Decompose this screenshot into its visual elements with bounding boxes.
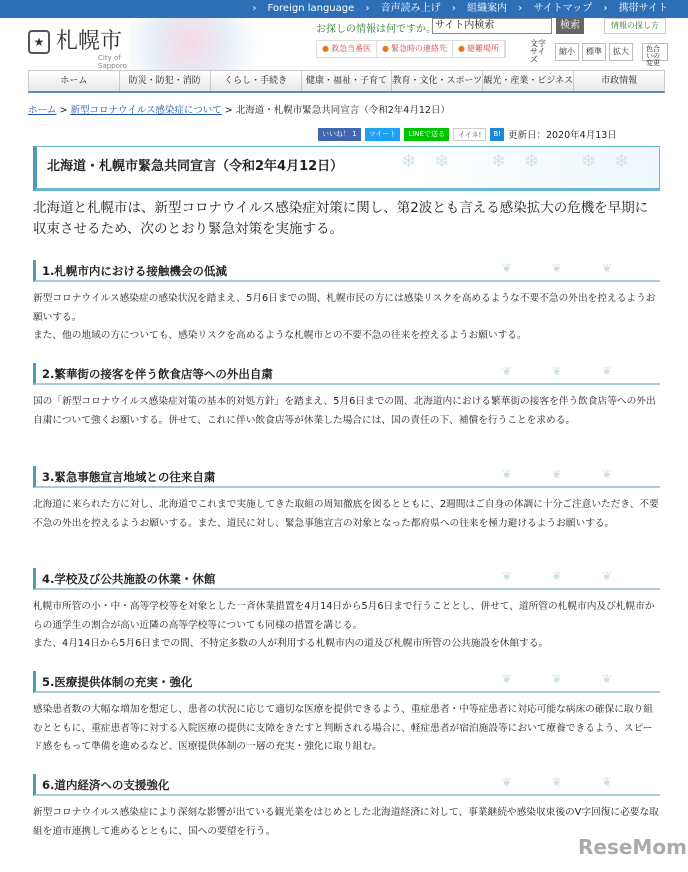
leaf-decoration-icon: ❦❦❦ <box>501 467 652 481</box>
breadcrumb-parent[interactable]: 新型コロナウイルス感染症について <box>70 105 222 116</box>
share-bar <box>318 127 617 141</box>
label: 組織案内 <box>467 3 508 14</box>
line-share-button[interactable]: LINEで送る <box>404 128 449 141</box>
font-size-label: 文字サイズ <box>530 39 546 64</box>
breadcrumb: ホーム > 新型コロナウイルス感染症について > 北海道・札幌市緊急共同宣言（令和2年4月12日） <box>28 105 450 116</box>
main-nav <box>28 70 665 93</box>
breadcrumb-current: 北海道・札幌市緊急共同宣言（令和2年4月12日） <box>235 105 450 116</box>
section-5 <box>33 671 660 757</box>
nav-city-info[interactable]: 市政情報 <box>601 76 638 86</box>
section-1 <box>33 260 660 346</box>
site-logo[interactable] <box>28 29 127 70</box>
snowflake-decoration-icon: ❄❄ ❄❄ ❄❄ <box>401 151 647 172</box>
nav-education[interactable]: 教育・文化・スポーツ <box>392 71 483 91</box>
emergency-contact-link[interactable]: ● 緊急時の連絡先 <box>377 41 453 57</box>
section-body: 新型コロナウイルス感染症の感染状況を踏まえ、5月6日までの間、札幌市民の方には感染リスクを高めるような不要不急の外出を控えるようお願いする。 <box>33 293 656 323</box>
section-heading: 2.繁華街の接客を伴う飲食店等への外出自粛 <box>42 367 273 381</box>
section-body: 新型コロナウイルス感染症により深刻な影響が出ている観光業をはじめとした北海道経済に対して、事業継続や感染収束後のV字回復に必要な取組を道市連携して進めるとともに、国への要望を行う。 <box>33 807 659 837</box>
link-organization[interactable]: › 組織案内 <box>451 3 508 14</box>
link-sitemap[interactable]: › サイトマップ <box>518 3 593 14</box>
nav-disaster[interactable]: 防災・防犯・消防 <box>120 71 211 91</box>
mixi-button[interactable]: イイネ! <box>453 128 486 141</box>
page-title-box <box>33 146 660 191</box>
leaf-decoration-icon: ❦❦❦ <box>501 364 652 378</box>
hatena-bookmark-icon[interactable]: B! <box>490 128 504 141</box>
section-heading: 1.札幌市内における接触機会の低減 <box>42 264 227 278</box>
font-normal-button[interactable]: 標準 <box>582 43 606 61</box>
evacuation-link[interactable]: ● 避難場所 <box>453 41 505 57</box>
header-flower-image <box>130 18 280 70</box>
section-heading: 5.医療提供体制の充実・強化 <box>42 675 193 689</box>
label: サイトマップ <box>533 3 593 14</box>
label: Foreign language <box>267 3 355 14</box>
page-title: 北海道・札幌市緊急共同宣言（令和2年4月12日） <box>47 159 344 174</box>
section-body: また、他の地域の方についても、感染リスクを高めるような札幌市との不要不急の往来を控えるようお願いする。 <box>33 330 527 341</box>
intro-text: 北海道と札幌市は、新型コロナウイルス感染症対策に関し、第2波とも言える感染拡大の危機を早期に収束させるため、次のとおり緊急対策を実施する。 <box>33 200 649 237</box>
color-change-button[interactable]: 色合いの変更 <box>642 43 668 61</box>
section-body: 国の「新型コロナウイルス感染症対策の基本的対処方針」を踏まえ、5月6日までの間、北海道内における繁華街の接客を伴う飲食店等への外出自粛について強くお願いする。併せて、これに伴い飲食店等が休業した場合には、国の責任の下、補償を行うことを求める。 <box>33 396 656 426</box>
breadcrumb-home[interactable]: ホーム <box>28 105 57 116</box>
search-button[interactable]: 検索 <box>556 18 584 34</box>
section-6 <box>33 774 660 841</box>
logo-name: 札幌市 <box>56 29 123 54</box>
label: 携帯サイト <box>618 3 668 14</box>
resemom-watermark: ReseMom <box>578 835 687 859</box>
leaf-decoration-icon: ❦❦❦ <box>501 261 652 275</box>
section-4 <box>33 568 660 654</box>
emergency-doctor-link[interactable]: ● 救急当番医 <box>317 41 377 57</box>
section-body: 札幌市所管の小・中・高等学校等を対象とした一斉休業措置を4月14日から5月6日まで行うこととし、併せて、道所管の札幌市内及び札幌市からの通学生の割合が高い近隣の高等学校等についても同様の措置を講じる。 <box>33 601 655 631</box>
tweet-button[interactable]: ツイート <box>365 128 401 141</box>
section-heading: 6.道内経済への支援強化 <box>42 778 170 792</box>
nav-tourism[interactable]: 観光・産業・ビジネス <box>483 71 574 91</box>
utility-bar <box>0 0 688 18</box>
section-body: 感染患者数の大幅な増加を想定し、患者の状況に応じて適切な医療を提供できるよう、重症患者・中等症患者に対応可能な病床の確保に取り組むとともに、重症患者等に対する入院医療の提供に支障をきたすと判断される場合に、軽症患者が宿泊施設等において療養できるよう、スピード感をもって準備を進めるなど、医療提供体制の一層の充実・強化に取り組む。 <box>33 704 653 752</box>
search-prompt: お探しの情報は何ですか。 <box>316 24 436 35</box>
leaf-decoration-icon: ❦❦❦ <box>501 775 652 789</box>
search-input[interactable]: サイト内検索 <box>432 18 552 34</box>
label: 音声読み上げ <box>380 3 441 14</box>
section-body: 北海道に来られた方に対し、北海道でこれまで実施してきた取組の周知徹底を図るとともに、2週間はご自身の体調に十分ご注意いただき、不要不急の外出を控えるようお願いする。また、道民に対し、緊急事態宣言の対象となった都府県への往来を極力避けるようお願いする。 <box>33 499 659 529</box>
leaf-decoration-icon: ❦❦❦ <box>501 672 652 686</box>
updated-date: 更新日：2020年4月13日 <box>507 130 617 141</box>
link-voice[interactable]: › 音声読み上げ <box>365 3 441 14</box>
city-seal-icon: ★ <box>28 30 50 54</box>
section-2 <box>33 363 660 430</box>
section-heading: 4.学校及び公共施設の休業・休館 <box>42 572 216 586</box>
logo-en: City of Sapporo <box>98 54 127 70</box>
font-size-controls <box>530 39 668 67</box>
font-smaller-button[interactable]: 縮小 <box>555 43 579 61</box>
section-heading: 3.緊急事態宣言地域との往来自粛 <box>42 470 216 484</box>
nav-home[interactable]: ホーム <box>29 71 120 91</box>
search-howto-button[interactable]: 情報の探し方 <box>604 18 666 34</box>
nav-health[interactable]: 健康・福祉・子育て <box>302 71 393 91</box>
emergency-links <box>316 40 506 58</box>
facebook-like-button[interactable]: いいね！ 1 <box>318 128 361 141</box>
link-mobile[interactable]: › 携帯サイト <box>603 3 668 14</box>
leaf-decoration-icon: ❦❦❦ <box>501 569 652 583</box>
font-larger-button[interactable]: 拡大 <box>609 43 633 61</box>
nav-living[interactable]: くらし・手続き <box>211 71 302 91</box>
section-body: また、4月14日から5月6日までの間、不特定多数の人が利用する札幌市内の道及び札幌市所管の公共施設を休館する。 <box>33 638 549 649</box>
section-3 <box>33 466 660 533</box>
link-foreign-language[interactable]: › Foreign language <box>252 3 355 14</box>
